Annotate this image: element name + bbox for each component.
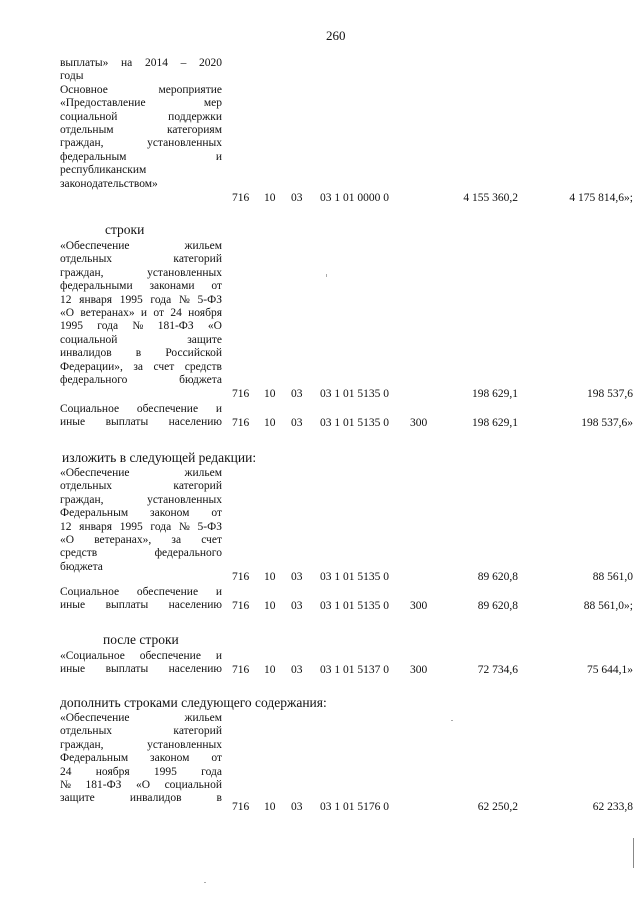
expense-type-code: 300: [410, 664, 428, 676]
grbs-code: 716: [232, 801, 250, 813]
subsection-code: 03: [291, 417, 303, 429]
desc-line: Основное мероприятие: [60, 83, 222, 96]
sum-year-2: 88 561,0: [592, 571, 633, 583]
row-description-block5: [60, 712, 222, 806]
heading-stroki: строки: [105, 222, 145, 237]
grbs-code: 716: [232, 600, 250, 612]
desc-line: социальной защите: [60, 333, 222, 346]
page-number: 260: [326, 28, 346, 43]
sum-year-2: 75 644,1»: [587, 664, 633, 676]
section-code: 10: [264, 571, 276, 583]
desc-line: «О ветеранах» и от 24 ноября: [60, 307, 222, 320]
desc-line: иные выплаты населению: [60, 416, 222, 429]
desc-line: Федерации», за счет средств: [60, 360, 222, 373]
row-description-block2-sub: [60, 403, 222, 430]
sum-year-2: 62 233,8: [592, 801, 633, 813]
subsection-code: 03: [291, 801, 303, 813]
desc-line: № 181-ФЗ «О социальной: [60, 779, 222, 792]
desc-line: «Обеспечение жильем: [60, 712, 222, 724]
section-code: 10: [264, 388, 276, 400]
sum-year-2: 4 175 814,6»;: [569, 192, 633, 204]
desc-line: отдельных категорий: [60, 725, 222, 738]
scan-speck: [451, 720, 453, 721]
desc-line: иные выплаты населению: [60, 599, 222, 612]
subsection-code: 03: [291, 571, 303, 583]
desc-line: федеральным и: [60, 150, 222, 163]
desc-line: инвалидов в Российской: [60, 347, 222, 360]
section-code: 10: [264, 192, 276, 204]
target-item-code: 03 1 01 5135 0: [320, 600, 389, 612]
desc-line: «Предоставление мер: [60, 97, 222, 110]
desc-line: «Социальное обеспечение и: [60, 650, 222, 662]
desc-line: «О ветеранах», за счет: [60, 534, 222, 547]
desc-line: отдельным категориям: [60, 124, 222, 137]
row-description-block1: [60, 57, 222, 191]
grbs-code: 716: [232, 388, 250, 400]
scan-speck: [204, 882, 206, 883]
sum-year-2: 198 537,6: [587, 388, 633, 400]
desc-line: «Обеспечение жильем: [60, 467, 222, 479]
section-code: 10: [264, 801, 276, 813]
target-item-code: 03 1 01 5135 0: [320, 571, 389, 583]
desc-line: законодательством»: [60, 177, 158, 190]
desc-line: Социальное обеспечение и: [60, 403, 222, 415]
desc-line: выплаты» на 2014 – 2020: [60, 57, 222, 69]
section-code: 10: [264, 600, 276, 612]
desc-line: граждан, установленных: [60, 137, 222, 150]
heading-add: дополнить строками следующего содержания:: [60, 695, 327, 710]
target-item-code: 03 1 01 5135 0: [320, 417, 389, 429]
desc-line: Федеральным законом от: [60, 752, 222, 765]
grbs-code: 716: [232, 571, 250, 583]
subsection-code: 03: [291, 664, 303, 676]
desc-line: граждан, установленных: [60, 266, 222, 279]
row-description-block4: [60, 650, 222, 677]
desc-line: граждан, установленных: [60, 738, 222, 751]
desc-line: отдельных категорий: [60, 253, 222, 266]
target-item-code: 03 1 01 5135 0: [320, 388, 389, 400]
desc-line: бюджета: [60, 560, 103, 573]
grbs-code: 716: [232, 664, 250, 676]
desc-line: годы: [60, 70, 84, 83]
desc-line: защите инвалидов в: [60, 792, 222, 805]
desc-line: федерального бюджета: [60, 374, 222, 387]
desc-line: 1995 года № 181-ФЗ «О: [60, 320, 222, 333]
row-description-block2: [60, 240, 222, 387]
sum-year-1: 198 629,1: [472, 388, 518, 400]
target-item-code: 03 1 01 0000 0: [320, 192, 389, 204]
expense-type-code: 300: [410, 417, 428, 429]
sum-year-2: 198 537,6»: [581, 417, 633, 429]
desc-line: Социальное обеспечение и: [60, 586, 222, 598]
scan-edge-mark: [633, 838, 634, 868]
grbs-code: 716: [232, 417, 250, 429]
target-item-code: 03 1 01 5176 0: [320, 801, 389, 813]
section-code: 10: [264, 664, 276, 676]
desc-line: 12 января 1995 года № 5-ФЗ: [60, 520, 222, 533]
subsection-code: 03: [291, 600, 303, 612]
desc-line: иные выплаты населению: [60, 663, 222, 676]
scan-speck: [326, 274, 327, 277]
heading-edition: изложить в следующей редакции:: [62, 450, 257, 465]
desc-line: средств федерального: [60, 547, 222, 560]
sum-year-1: 89 620,8: [477, 600, 518, 612]
subsection-code: 03: [291, 388, 303, 400]
desc-line: федеральными законами от: [60, 280, 222, 293]
subsection-code: 03: [291, 192, 303, 204]
desc-line: 12 января 1995 года № 5-ФЗ: [60, 293, 222, 306]
sum-year-2: 88 561,0»;: [583, 600, 633, 612]
desc-line: Федеральным законом от: [60, 507, 222, 520]
desc-line: республиканским: [60, 164, 147, 177]
target-item-code: 03 1 01 5137 0: [320, 664, 389, 676]
sum-year-1: 89 620,8: [477, 571, 518, 583]
heading-after: после строки: [103, 632, 179, 647]
desc-line: социальной поддержки: [60, 110, 222, 123]
row-description-block3-sub: [60, 586, 222, 613]
grbs-code: 716: [232, 192, 250, 204]
desc-line: граждан, установленных: [60, 493, 222, 506]
sum-year-1: 62 250,2: [477, 801, 518, 813]
desc-line: «Обеспечение жильем: [60, 240, 222, 252]
row-description-block3: [60, 467, 222, 574]
sum-year-1: 4 155 360,2: [463, 192, 518, 204]
sum-year-1: 72 734,6: [477, 664, 518, 676]
expense-type-code: 300: [410, 600, 428, 612]
desc-line: 24 ноября 1995 года: [60, 765, 222, 778]
section-code: 10: [264, 417, 276, 429]
desc-line: отдельных категорий: [60, 480, 222, 493]
sum-year-1: 198 629,1: [472, 417, 518, 429]
